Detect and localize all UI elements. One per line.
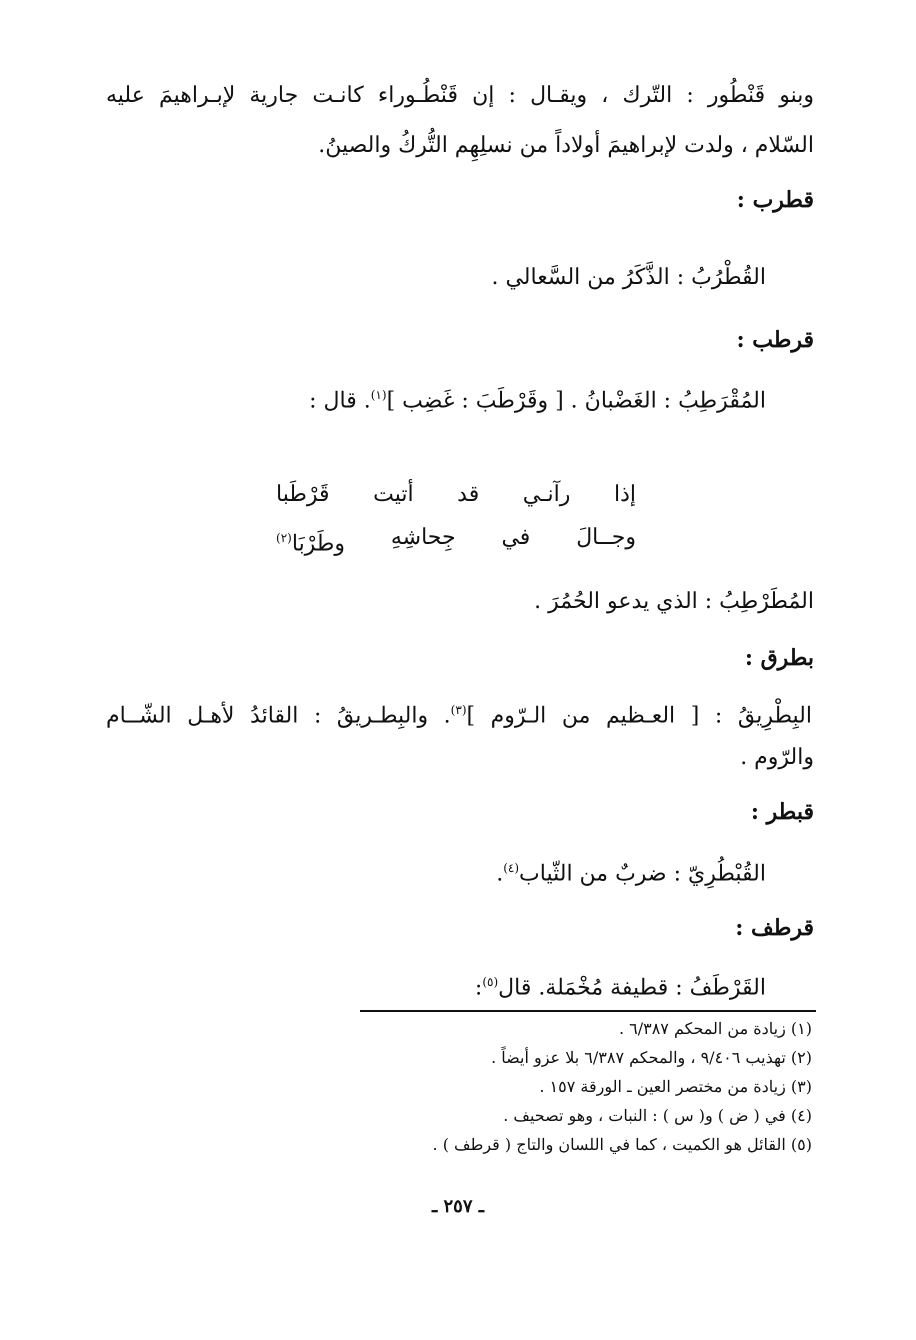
verse-word: قد	[457, 482, 480, 507]
footnote-ref-3: (٣)	[450, 703, 467, 717]
verse-word: في	[501, 525, 531, 550]
entry-definition-qutrub: القُطْرُبُ : الذَّكَرُ من السَّعالي .	[491, 265, 766, 290]
entry-definition-qubturi	[496, 848, 766, 894]
entry-heading-qrtf: قرطف :	[735, 915, 814, 941]
verse-word: جِحاشِهِ	[390, 525, 456, 550]
footnote-ref-1: (١)	[370, 388, 387, 402]
verse-word: قَرْطَبا	[276, 482, 330, 507]
entry-heading-qtrb: قطرب :	[736, 187, 814, 213]
verse-line-2	[276, 518, 636, 564]
footnote-ref-5: (٥)	[482, 975, 499, 989]
intro-line-2: السّلام ، ولدت لإبراهيمَ أولاداً من نسلِهِم التُّركُ والصينُ.	[318, 133, 814, 158]
verse-word: رآنـي	[522, 482, 571, 507]
verse-word: وطَرْبَا	[291, 531, 345, 557]
muqartib-text-end: . قال :	[309, 388, 371, 414]
entry-definition-bitriq-1	[106, 690, 812, 736]
footnote-ref-2: (٢)	[276, 531, 292, 545]
verse-word: وجــالَ	[576, 525, 636, 550]
footnote-2: (٢) تهذيب ٩/٤٠٦ ، والمحكم ٦/٣٨٧ بلا عزو أيضاً .	[491, 1048, 812, 1067]
muqartib-text: المُقْرَطِبُ : الغَضْبانُ . [ وقَرْطَبَ : غَضِب ]	[386, 388, 766, 414]
verse-line-1	[276, 475, 636, 515]
bitriq-text: البِطْرِيقُ : [ العـظيم من الـرّوم ]	[466, 703, 812, 729]
verse-word: إذا	[613, 482, 636, 507]
page-number: ـ ٢٥٧ ـ	[431, 1196, 485, 1217]
footnote-ref-4: (٤)	[503, 861, 520, 875]
footnote-5: (٥) القائل هو الكميت ، كما في اللسان والتاج ( قرطف ) .	[432, 1135, 812, 1154]
qartaf-text-end: :	[474, 975, 483, 1001]
qartaf-text: القَرْطَفُ : قطيفة مُخْمَلة. قال	[498, 975, 766, 1001]
entry-definition-qartaf	[475, 962, 766, 1008]
verse-word: أتيت	[373, 482, 414, 507]
entry-heading-qrtb: قرطب :	[736, 327, 814, 353]
entry-heading-btrq: بطرق :	[744, 645, 814, 671]
footnote-1: (١) زيادة من المحكم ٦/٣٨٧ .	[618, 1019, 812, 1038]
verse-word-with-note	[276, 518, 345, 564]
bitriq-text-end: . والبِطـريقُ : القائدُ لأهـل الشّــام	[106, 703, 451, 729]
qubturi-text: القُبْطُرِيّ : ضربٌ من الثّياب	[519, 861, 766, 887]
entry-heading-qbtr: قبطر :	[750, 799, 814, 825]
intro-line-1: وبنو قَنْطُور : التّرك ، ويقـال : إن قَنْطُـوراء كانـت جارية لإبـراهيمَ عليه	[106, 83, 814, 108]
entry-definition-mutartib: المُطَرْطِبُ : الذي يدعو الحُمُرَ .	[534, 589, 814, 614]
entry-definition-muqartib	[309, 375, 766, 421]
qubturi-text-end: .	[496, 861, 504, 887]
footnote-4: (٤) في ( ض ) و( س ) : النبات ، وهو تصحيف .	[503, 1106, 812, 1125]
entry-definition-bitriq-2: والرّوم .	[740, 745, 814, 770]
footnote-divider	[360, 1010, 816, 1012]
footnote-3: (٣) زيادة من مختصر العين ـ الورقة ١٥٧ .	[539, 1077, 812, 1096]
